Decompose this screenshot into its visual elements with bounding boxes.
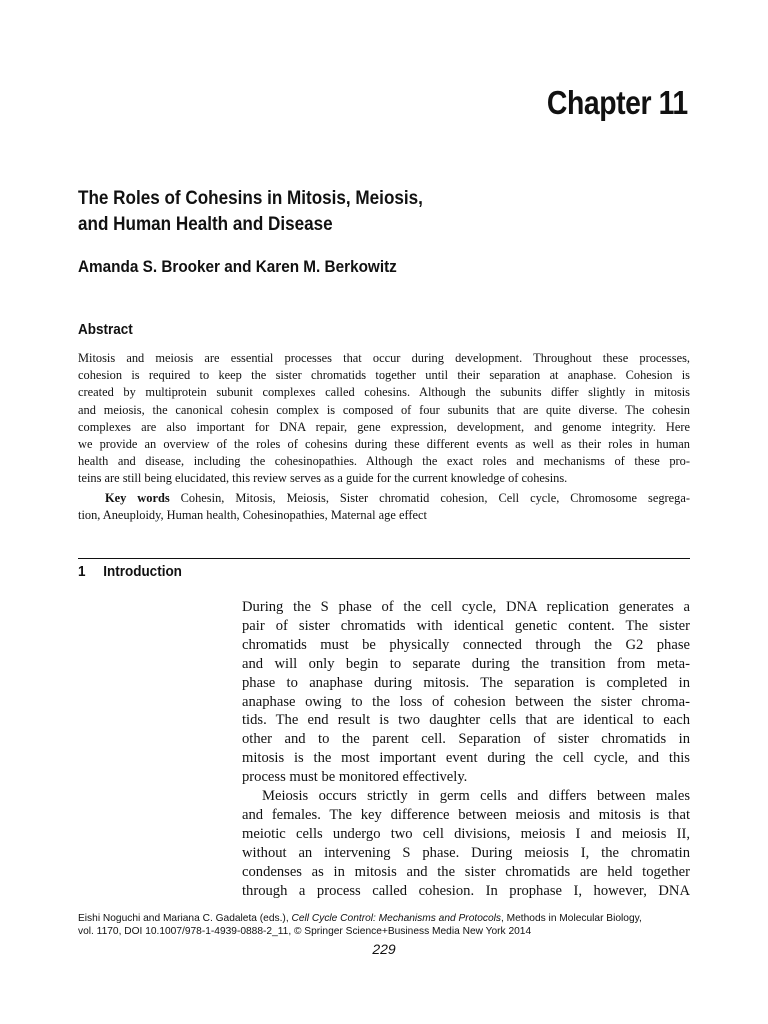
abstract-line: Mitosis and meiosis are essential processes that occur during development. Throughout these processes, [78, 351, 690, 365]
title-line: and Human Health and Disease [78, 214, 333, 235]
footnote-line-2: vol. 1170, DOI 10.1007/978-1-4939-0888-2_11, © Springer Science+Business Media New York 2014 [78, 926, 532, 937]
body-line: mitosis is the most important event during the cell cycle, and this [242, 750, 690, 767]
section-divider [78, 558, 690, 559]
body-line: and will only begin to separate during the transition from meta- [242, 655, 690, 672]
body-line: pair of sister chromatids with identical genetic content. The sister [242, 617, 690, 634]
keywords-label: Key words [105, 491, 170, 505]
authors: Amanda S. Brooker and Karen M. Berkowitz [78, 257, 397, 276]
body-line: process must be monitored effectively. [242, 769, 468, 786]
abstract-heading: Abstract [78, 321, 133, 338]
body-line: During the S phase of the cell cycle, DNA replication generates a [242, 599, 690, 615]
body-line: anaphase owing to the loss of cohesion between the sister chroma- [242, 693, 690, 710]
section-title: Introduction [103, 563, 182, 580]
body-line: condenses as in mitosis and the sister chromatids are held together [242, 863, 690, 880]
body-line: without an intervening S phase. During meiosis I, the chromatin [242, 844, 690, 861]
body-line: other and to the parent cell. Separation of sister chromatids in [242, 731, 690, 748]
abstract-line: cohesion is required to keep the sister chromatids together until their separation at anaphase. Cohesion is [78, 368, 690, 383]
abstract-line: and meiosis, the canonical cohesin complex is composed of four subunits that are quite diverse. The cohesin [78, 402, 690, 417]
keywords-line-2: tion, Aneuploidy, Human health, Cohesinopathies, Maternal age effect [78, 508, 427, 523]
title-line: The Roles of Cohesins in Mitosis, Meiosis, [78, 188, 423, 209]
paper-title [78, 186, 582, 238]
abstract-text [78, 350, 690, 488]
page-number: 229 [372, 941, 396, 957]
body-line: chromatids must be physically connected through the G2 phase [242, 636, 690, 653]
abstract-line: teins are still being elucidated, this review serves as a guide for the current knowledge of cohesins. [78, 471, 568, 486]
footnote-book-title: Cell Cycle Control: Mechanisms and Protocols [291, 913, 501, 924]
body-line: tids. The end result is two daughter cells that are identical to each [242, 712, 690, 729]
abstract-line: we provide an overview of the roles of cohesins during these different events as well as their roles in human [78, 437, 690, 452]
section-heading [78, 563, 182, 580]
footnote-line-1 [78, 912, 690, 925]
introduction-body [242, 598, 690, 901]
body-line: meiotic cells undergo two cell divisions, meiosis I and meiosis II, [242, 825, 690, 842]
citation-footnote [78, 912, 690, 938]
section-number: 1 [78, 563, 86, 580]
footnote-series: , Methods in Molecular Biology, [500, 913, 642, 924]
body-line: Meiosis occurs strictly in germ cells and differs between males [262, 788, 690, 805]
footnote-editors: Eishi Noguchi and Mariana C. Gadaleta (eds.), [78, 913, 292, 924]
abstract-line: complexes are also important for DNA repair, gene expression, development, and genome integrity. Here [78, 419, 690, 434]
keywords [78, 490, 690, 524]
keywords-line-1 [78, 490, 690, 507]
abstract-line: created by multiprotein subunit complexes called cohesins. Although the subunits differ slightly in mitosis [78, 385, 690, 400]
body-line: and females. The key difference between meiosis and mitosis is that [242, 806, 690, 823]
body-line: phase to anaphase during mitosis. The separation is completed in [242, 674, 690, 691]
body-line: through a process called cohesion. In prophase I, however, DNA [242, 882, 690, 899]
keywords-text: Cohesin, Mitosis, Meiosis, Sister chromatid cohesion, Cell cycle, Chromosome segrega- [180, 491, 690, 505]
chapter-label: Chapter 11 [547, 84, 688, 121]
abstract-line: health and disease, including the cohesinopathies. Although the exact roles and mechanisms of these pro- [78, 454, 690, 469]
